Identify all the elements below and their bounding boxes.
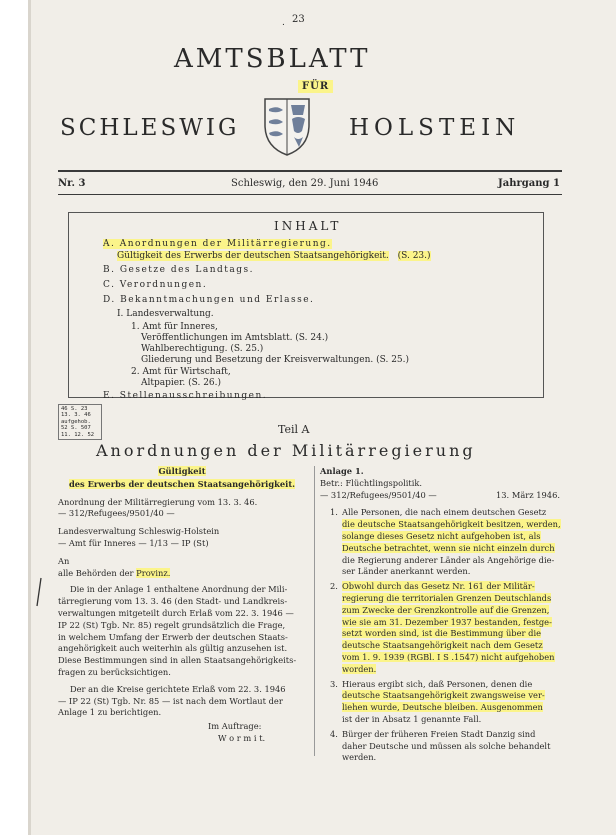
text-line: Alle Personen, die nach einem deutschen Gesetz — [342, 507, 547, 518]
numbered-list — [320, 507, 568, 764]
right-date: 13. März 1946. — [496, 489, 561, 500]
text-line: Hieraus ergibt sich, daß Personen, denen die — [342, 678, 533, 689]
text-line: ser Länder anerkannt werden. — [342, 566, 471, 577]
issue-number: Nr. 3 — [58, 178, 86, 189]
stamp-line: aufgehob. — [61, 418, 91, 425]
text-line: solange dieses Gesetz nicht aufgehoben ist, als — [342, 530, 541, 541]
toc-line: 2. Amt für Wirtschaft, — [131, 367, 231, 377]
text-line: ist der in Absatz 1 genannte Fall. — [342, 713, 482, 724]
text-line: Anlage 1 zu berichtigen. — [58, 707, 162, 718]
list-item — [330, 679, 568, 726]
stamp-line: 46 S. 23 — [61, 406, 88, 412]
text-line: regierung die territorialen Grenzen Deutschlands — [342, 592, 552, 603]
left-paragraph-2 — [58, 684, 306, 719]
stamp-line: 13. 3. 46 — [61, 412, 91, 419]
page-number: 23 — [292, 14, 305, 25]
column-divider — [314, 466, 315, 756]
text-line: die deutsche Staatsangehörigkeit besitzen, werden, — [342, 519, 561, 530]
text-line: Bürger der früheren Freien Stadt Danzig sind — [342, 728, 536, 739]
left-paragraph-1 — [58, 584, 306, 678]
addressee-highlight: Provinz. — [136, 567, 171, 578]
place-date: Schleswig, den 29. Juni 1946 — [231, 178, 379, 189]
left-ref-3: Landesverwaltung Schleswig-Holstein — [58, 526, 220, 537]
text-line: wie sie am 31. Dezember 1937 bestanden, festge- — [342, 616, 552, 627]
left-ref-2: — 312/Refugees/9501/40 — — [58, 508, 175, 519]
toc-title: INHALT — [274, 219, 342, 233]
text-line: setzt worden sind, ist die Bestimmung über die — [342, 628, 542, 639]
text-line: vom 1. 9. 1939 (RGBl. I S .1547) nicht aufgehoben — [342, 651, 555, 662]
text-line: verwaltungen mitgeteilt durch Erlaß vom 22. 3. 1946 — — [58, 607, 294, 618]
text-line: Der an die Kreise gerichtete Erlaß vom 22. 3. 1946 — [70, 683, 286, 694]
addressee-prefix: alle Behörden der — [58, 567, 137, 578]
text-line: fragen zu berücksichtigen. — [58, 666, 171, 677]
toc-line: D. Bekanntmachungen und Erlasse. — [103, 295, 315, 305]
signature-label: Im Auftrage: — [208, 721, 262, 732]
left-heading-2-text: des Erwerbs der deutschen Staatsangehörigkeit. — [68, 478, 296, 489]
text-line: zum Zwecke der Grenzkontrolle auf die Grenzen, — [342, 604, 550, 615]
left-column — [58, 466, 306, 745]
left-heading-1 — [58, 466, 306, 478]
text-line: liehen wurde, Deutsche bleiben. Ausgenommen — [342, 702, 543, 713]
masthead-rule-top — [58, 170, 562, 172]
masthead-holstein: HOLSTEIN — [349, 115, 521, 141]
coat-of-arms-icon — [261, 95, 313, 157]
toc-line: Wahlberechtigung. (S. 25.) — [141, 344, 264, 354]
toc-line-page: (S. 23.) — [397, 251, 431, 261]
toc-line — [103, 239, 332, 249]
toc-line: Gliederung und Besetzung der Kreisverwaltungen. (S. 25.) — [141, 355, 410, 365]
toc-line: C. Verordnungen. — [103, 280, 208, 290]
text-line: IP 22 (St) Tgb. Nr. 85) regelt grundsätzlich die Frage, — [58, 619, 286, 630]
list-item-number: 2. — [330, 581, 338, 592]
toc-line: I. Landesverwaltung. — [117, 309, 214, 319]
left-heading-2 — [58, 479, 306, 491]
right-ref-line — [320, 490, 568, 502]
left-heading-1-text: Gültigkeit — [158, 466, 206, 476]
text-line: werden. — [342, 752, 377, 763]
left-ref-1: Anordnung der Militärregierung vom 13. 3. 46. — [58, 496, 258, 507]
text-line: Deutsche betrachtet, wenn sie nicht einzeln durch — [342, 542, 555, 553]
stamp-line: 11. 12. 52 — [61, 431, 95, 438]
list-item — [330, 729, 568, 764]
text-line: daher Deutsche und müssen als solche behandelt — [342, 740, 551, 751]
signature-name: W o r m i t. — [218, 732, 266, 743]
toc-line — [117, 251, 431, 261]
text-line: die Regierung anderer Länder als Angehörige die- — [342, 554, 555, 565]
right-column — [320, 466, 568, 767]
list-item — [330, 507, 568, 578]
list-item — [330, 581, 568, 675]
masthead-rule-bottom — [58, 194, 562, 195]
page-dot: . — [282, 18, 285, 28]
list-item-number: 4. — [330, 728, 338, 739]
text-line: in welchem Umfang der Erwerb der deutschen Staats- — [58, 631, 288, 642]
teil-label: Teil A — [278, 423, 310, 436]
toc-line: 1. Amt für Inneres, — [131, 322, 218, 332]
list-item-number: 1. — [330, 507, 338, 518]
toc-line: E. Stellenausschreibungen. — [103, 391, 268, 401]
table-of-contents — [68, 212, 544, 401]
toc-line-text: Gültigkeit des Erwerbs der deutschen Staatsangehörigkeit. — [117, 251, 389, 261]
volume: Jahrgang 1 — [498, 178, 560, 189]
toc-line: B. Gesetze des Landtags. — [103, 265, 255, 275]
newspaper-page — [28, 0, 616, 835]
text-line: deutsche Staatsangehörigkeit zwangsweise ver- — [342, 690, 545, 701]
left-addressee — [58, 568, 306, 580]
masthead-title: AMTSBLATT — [174, 44, 371, 74]
text-line: worden. — [342, 663, 377, 674]
text-line: tärregierung vom 13. 3. 46 (den Stadt- und Landkreis- — [58, 596, 288, 607]
toc-line: Veröffentlichungen im Amtsblatt. (S. 24.) — [141, 333, 329, 343]
stamp-line: 52 S. 507 — [61, 425, 91, 432]
toc-line: Altpapier. (S. 26.) — [141, 378, 222, 388]
reference-stamp — [58, 404, 102, 440]
list-item-number: 3. — [330, 678, 338, 689]
masthead-fuer: FÜR — [298, 80, 333, 93]
pen-mark-icon — [35, 577, 43, 607]
section-title: Anordnungen der Militärregierung — [96, 441, 476, 460]
text-line: Obwohl durch das Gesetz Nr. 161 der Militär- — [342, 581, 535, 592]
text-line: — IP 22 (St) Tgb. Nr. 85 — ist nach dem Wortlaut der — [58, 695, 283, 706]
left-ref-4: — Amt für Inneres — 1/13 — IP (St) — [58, 537, 209, 548]
text-line: Die in der Anlage 1 enthaltene Anordnung der Mili- — [70, 584, 288, 595]
text-line: deutsche Staatsangehörigkeit nach dem Gesetz — [342, 640, 543, 651]
text-line: angehörigkeit auch weiterhin als gültig anzusehen ist. — [58, 643, 288, 654]
betr-line: Betr.: Flüchtlingspolitik. — [320, 477, 423, 488]
toc-line-text: A. Anordnungen der Militärregierung. — [103, 239, 332, 249]
left-an: An — [58, 555, 70, 566]
text-line: Diese Bestimmungen sind in allen Staatsangehörigkeits- — [58, 655, 297, 666]
masthead-schleswig: SCHLESWIG — [60, 115, 240, 141]
right-ref: — 312/Refugees/9501/40 — — [320, 489, 437, 500]
anlage-label: Anlage 1. — [320, 466, 364, 476]
